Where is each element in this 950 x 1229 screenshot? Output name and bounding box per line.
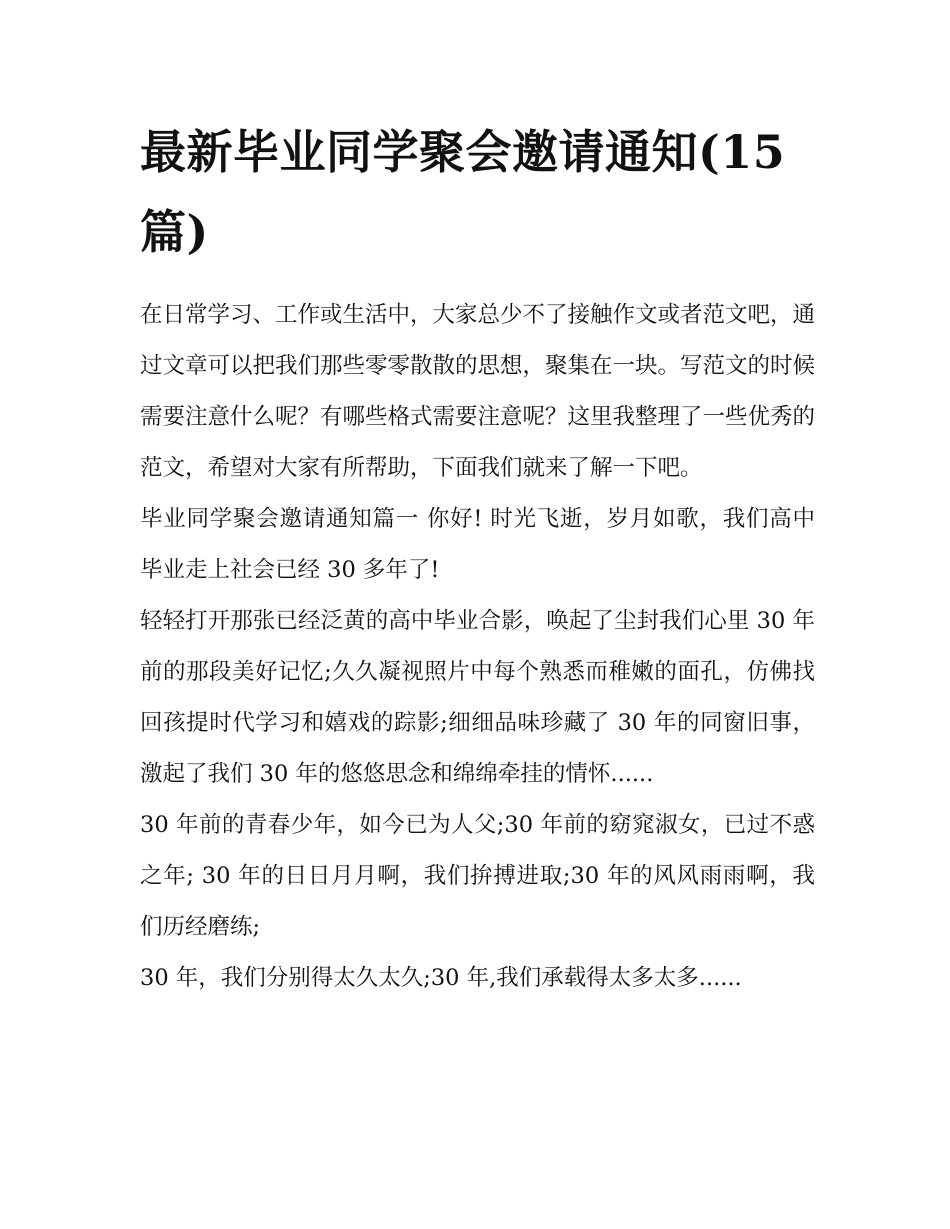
document-content — [140, 112, 815, 1004]
paragraph: 轻轻打开那张已经泛黄的高中毕业合影，唤起了尘封我们心里 30 年前的那段美好记忆;久久凝视照片中每个熟悉而稚嫩的面孔，仿佛找回孩提时代学习和嬉戏的踪影;细细品味珍藏了 30 年的同窗旧事，激起了我们 30 年的悠悠思念和绵绵牵挂的情怀...... — [140, 608, 815, 787]
document-title: 最新毕业同学聚会邀请通知(15篇) — [140, 125, 786, 259]
document-body — [140, 290, 815, 1004]
paragraph: 30 年，我们分别得太久太久;30 年,我们承载得太多太多...... — [140, 965, 742, 991]
paragraph: 毕业同学聚会邀请通知篇一 你好! 时光飞逝，岁月如歌，我们高中毕业走上社会已经 30 多年了! — [140, 506, 815, 583]
paragraph: 30 年前的青春少年，如今已为人父;30 年前的窈窕淑女，已过不惑之年; 30 年的日日月月啊，我们拚搏进取;30 年的风风雨雨啊，我们历经磨练; — [140, 812, 815, 940]
intro-paragraph: 在日常学习、工作或生活中，大家总少不了接触作文或者范文吧，通过文章可以把我们那些零零散散的思想，聚集在一块。写范文的时候需要注意什么呢？有哪些格式需要注意呢？这里我整理了一些优秀的范文，希望对大家有所帮助，下面我们就来了解一下吧。 — [140, 302, 816, 481]
